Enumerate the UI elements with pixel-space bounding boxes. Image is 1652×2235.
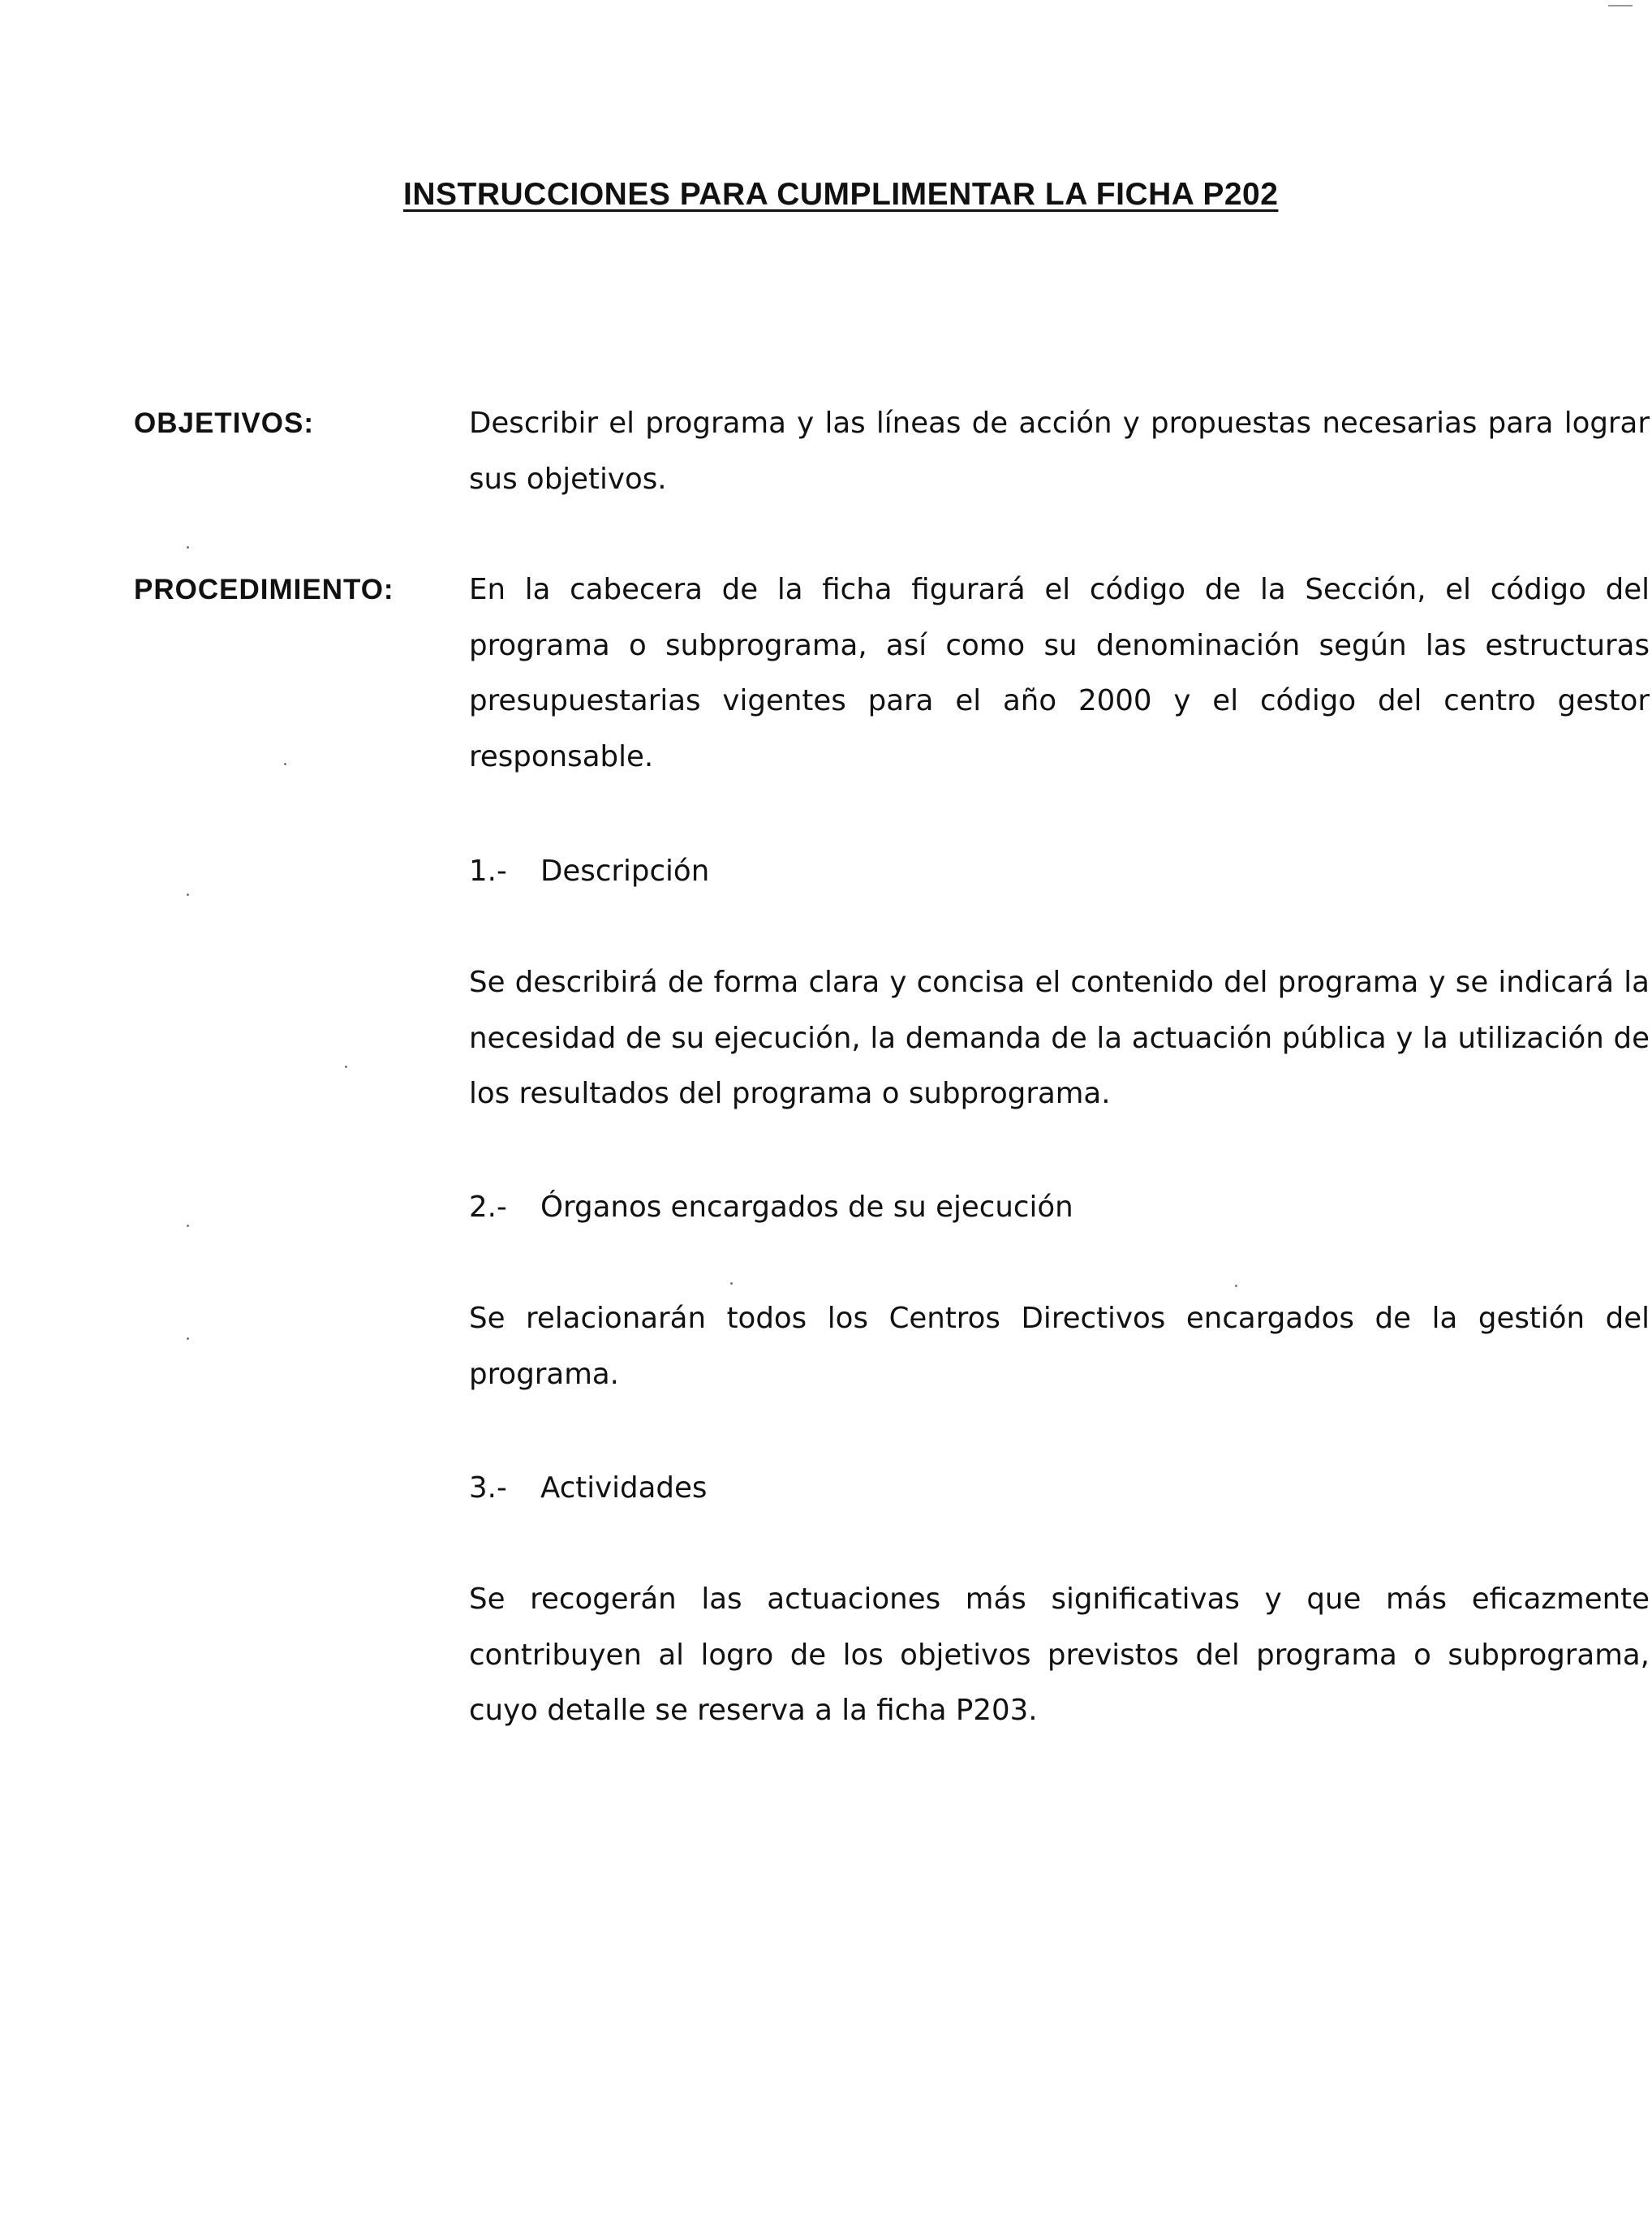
item-title: Descripción xyxy=(540,855,710,888)
item-text: Se relacionarán todos los Centros Directivos encargados de la gestión del programa. xyxy=(469,1302,1650,1391)
item-body-actividades xyxy=(469,1572,1650,1739)
objetivos-label: OBJETIVOS: xyxy=(134,407,314,439)
procedimiento-label: PROCEDIMIENTO: xyxy=(134,574,394,605)
item-heading-actividades xyxy=(469,1461,707,1517)
item-body-organos xyxy=(469,1291,1650,1402)
scan-speck xyxy=(345,1066,347,1068)
item-heading-organos xyxy=(469,1180,1073,1236)
item-number: 3.- xyxy=(469,1471,507,1505)
document-title: INSTRUCCIONES PARA CUMPLIMENTAR LA FICHA P202 xyxy=(403,177,1279,212)
scan-speck xyxy=(187,1225,189,1227)
item-title: Actividades xyxy=(540,1471,708,1505)
scan-speck xyxy=(187,546,189,549)
objetivos-section xyxy=(469,396,1650,507)
item-text: Se describirá de forma clara y concisa el contenido del programa y se indicará la necesidad de su ejecución, la demanda de la actuación pública y la utilización de los resultados del programa o subprograma. xyxy=(469,966,1650,1110)
objetivos-text: Describir el programa y las líneas de acción y propuestas necesarias para lograr sus objetivos. xyxy=(469,407,1650,496)
item-heading-descripcion xyxy=(469,844,709,900)
scan-corner-mark xyxy=(1608,0,1633,6)
scan-speck xyxy=(1235,1285,1237,1287)
scan-speck xyxy=(187,1337,189,1340)
item-body-descripcion xyxy=(469,955,1650,1122)
item-text: Se recogerán las actuaciones más significativas y que más eficazmente contribuyen al logro de los objetivos previstos del programa o subprograma, cuyo detalle se reserva a la ficha P203. xyxy=(469,1583,1650,1727)
procedimiento-intro-block xyxy=(469,562,1650,785)
scan-speck xyxy=(284,763,286,765)
procedimiento-intro: En la cabecera de la ficha figurará el código de la Sección, el código del programa o subprograma, así como su denominación según las estructuras presupuestarias vigentes para el año 2000 y el código del centro gestor responsable. xyxy=(469,573,1650,773)
item-number: 1.- xyxy=(469,855,507,888)
item-number: 2.- xyxy=(469,1191,507,1224)
scan-speck xyxy=(187,894,189,896)
item-title: Órganos encargados de su ejecución xyxy=(540,1191,1073,1224)
scan-speck xyxy=(730,1282,733,1285)
